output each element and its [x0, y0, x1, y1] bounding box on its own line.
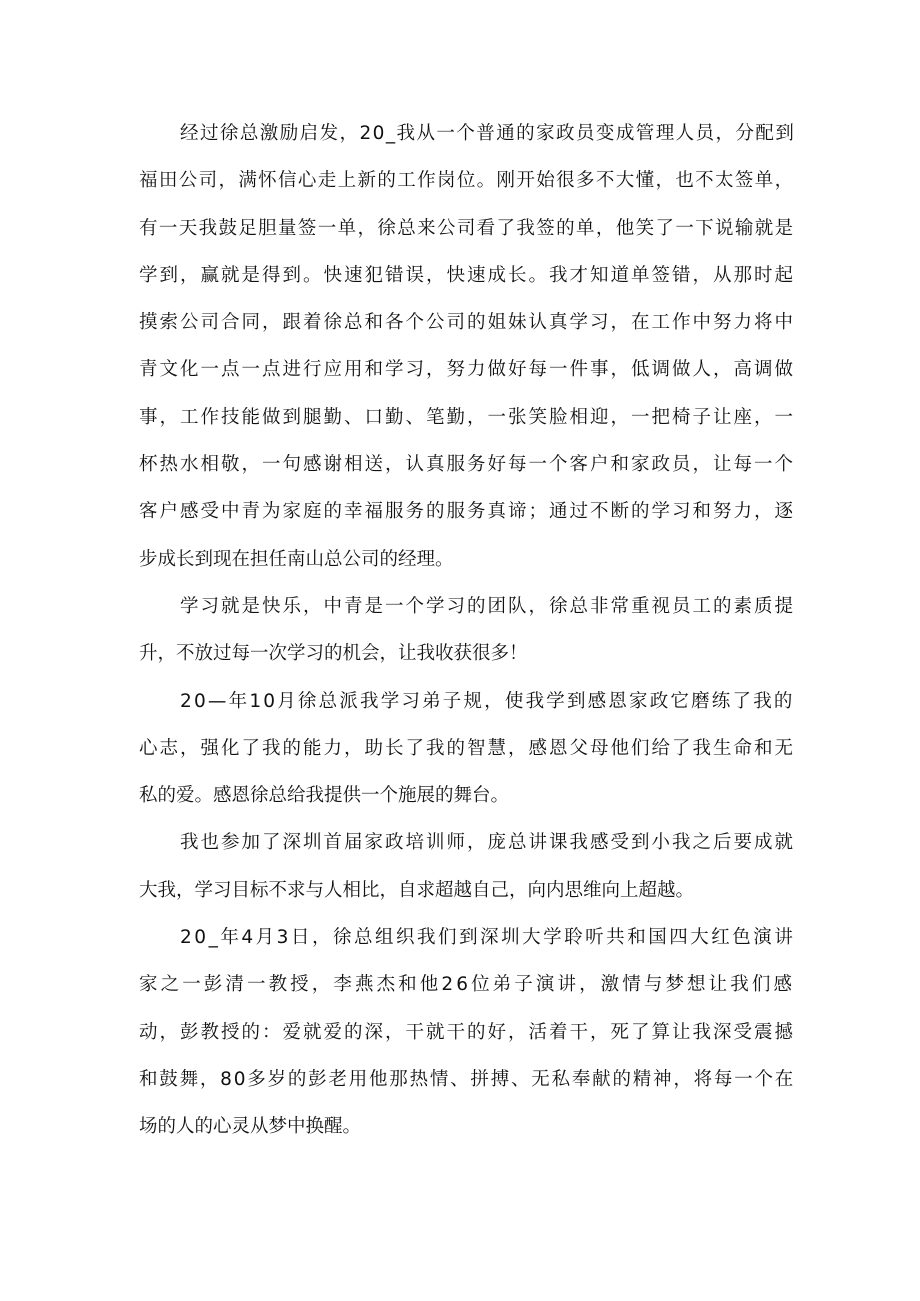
- text-line: 家之一彭清一教授，李燕杰和他26位弟子演讲，激情与梦想让我们感: [139, 974, 796, 996]
- text-line: 客户感受中青为家庭的幸福服务的服务真谛；通过不断的学习和努力，逐: [139, 501, 796, 523]
- text-line: 我也参加了深圳首届家政培训师，庞总讲课我感受到小我之后要成就: [180, 832, 796, 854]
- document-body: [139, 110, 795, 1151]
- text-line: 场的人的心灵从梦中换醒。: [139, 1116, 362, 1138]
- text-line: 私的爱。感恩徐总给我提供一个施展的舞台。: [139, 785, 510, 807]
- text-line: 经过徐总激励启发，20_我从一个普通的家政员变成管理人员，分配到: [180, 123, 796, 144]
- text-line: 学到，赢就是得到。快速犯错误，快速成长。我才知道单签错，从那时起: [139, 264, 796, 286]
- paragraph: [139, 819, 795, 914]
- text-line: 动，彭教授的：爱就爱的深，干就干的好，活着干，死了算让我深受震撼: [139, 1021, 796, 1043]
- text-line: 学习就是快乐，中青是一个学习的团队，徐总非常重视员工的素质提: [180, 595, 796, 617]
- text-line: 大我，学习目标不求与人相比，自求超越自己，向内思维向上超越。: [139, 879, 695, 901]
- text-line: 步成长到现在担任南山总公司的经理。: [139, 548, 454, 570]
- text-line: 心志，强化了我的能力，助长了我的智慧，感恩父母他们给了我生命和无: [139, 737, 796, 759]
- paragraph: [139, 914, 795, 1150]
- paragraph: [139, 583, 795, 678]
- text-line: 升，不放过每一次学习的机会，让我收获很多！: [139, 643, 528, 665]
- text-line: 摸索公司合同，跟着徐总和各个公司的姐妹认真学习，在工作中努力将中: [139, 312, 796, 334]
- text-line: 事，工作技能做到腿勤、口勤、笔勤，一张笑脸相迎，一把椅子让座，一: [139, 406, 796, 428]
- text-line: 和鼓舞，80多岁的彭老用他那热情、拼搏、无私奉献的精神，将每一个在: [139, 1068, 796, 1090]
- text-line: 青文化一点一点进行应用和学习，努力做好每一件事，低调做人，高调做: [139, 359, 796, 381]
- text-line: 20_年4月3日，徐总组织我们到深圳大学聆听共和国四大红色演讲: [180, 927, 796, 949]
- text-line: 20—年10月徐总派我学习弟子规，使我学到感恩家政它磨练了我的: [180, 690, 795, 712]
- text-line: 杯热水相敬，一句感谢相送，认真服务好每一个客户和家政员，让每一个: [139, 454, 796, 476]
- text-line: 福田公司，满怀信心走上新的工作岗位。刚开始很多不大懂，也不太签单，: [139, 170, 795, 192]
- paragraph: [139, 678, 795, 820]
- paragraph: [139, 110, 795, 583]
- text-line: 有一天我鼓足胆量签一单，徐总来公司看了我签的单，他笑了一下说输就是: [139, 217, 795, 239]
